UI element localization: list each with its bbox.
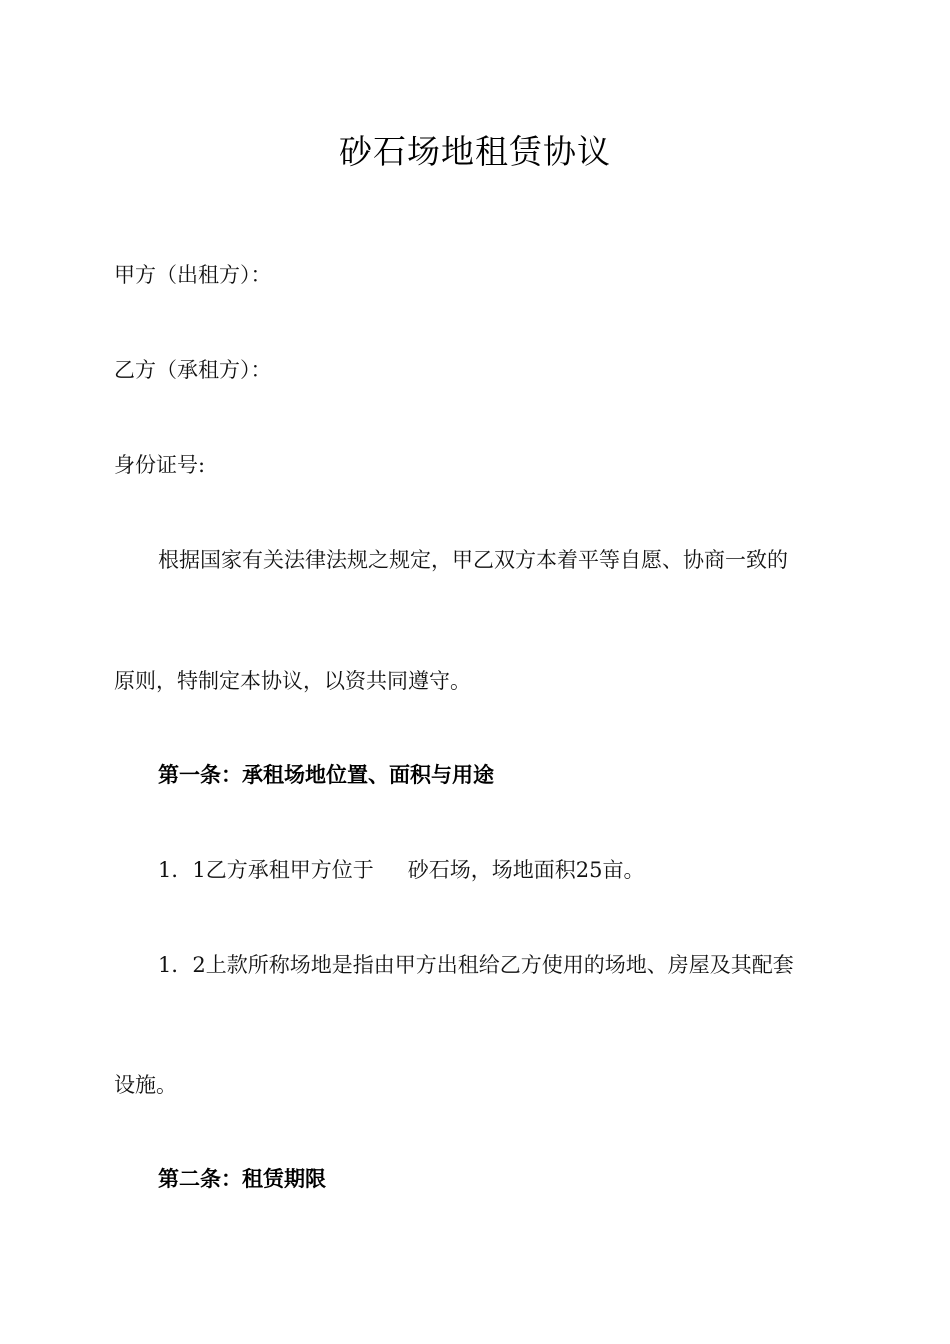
clause-1-1 bbox=[158, 855, 644, 885]
preamble-line-2: 原则，特制定本协议，以资共同遵守。 bbox=[114, 669, 471, 693]
party-b-label: 乙方（承租方）： bbox=[114, 358, 272, 382]
id-number-label: 身份证号: bbox=[114, 453, 206, 477]
clause-1-1-part-2: 砂石场，场地面积25亩。 bbox=[407, 858, 645, 882]
clause-1-1-part-1: 1．1乙方承租甲方位于 bbox=[158, 858, 374, 882]
document-title: 砂石场地租赁协议 bbox=[339, 132, 611, 171]
article-2-heading: 第二条：租赁期限 bbox=[158, 1166, 326, 1191]
preamble-line-1: 根据国家有关法律法规之规定，甲乙双方本着平等自愿、协商一致的 bbox=[158, 548, 788, 572]
clause-1-2-line-2: 设施。 bbox=[114, 1073, 177, 1097]
clause-1-2-line-1: 1．2上款所称场地是指由甲方出租给乙方使用的场地、房屋及其配套 bbox=[158, 953, 794, 977]
party-a-label: 甲方（出租方）： bbox=[114, 263, 272, 287]
article-1-heading: 第一条：承租场地位置、面积与用途 bbox=[158, 762, 494, 787]
